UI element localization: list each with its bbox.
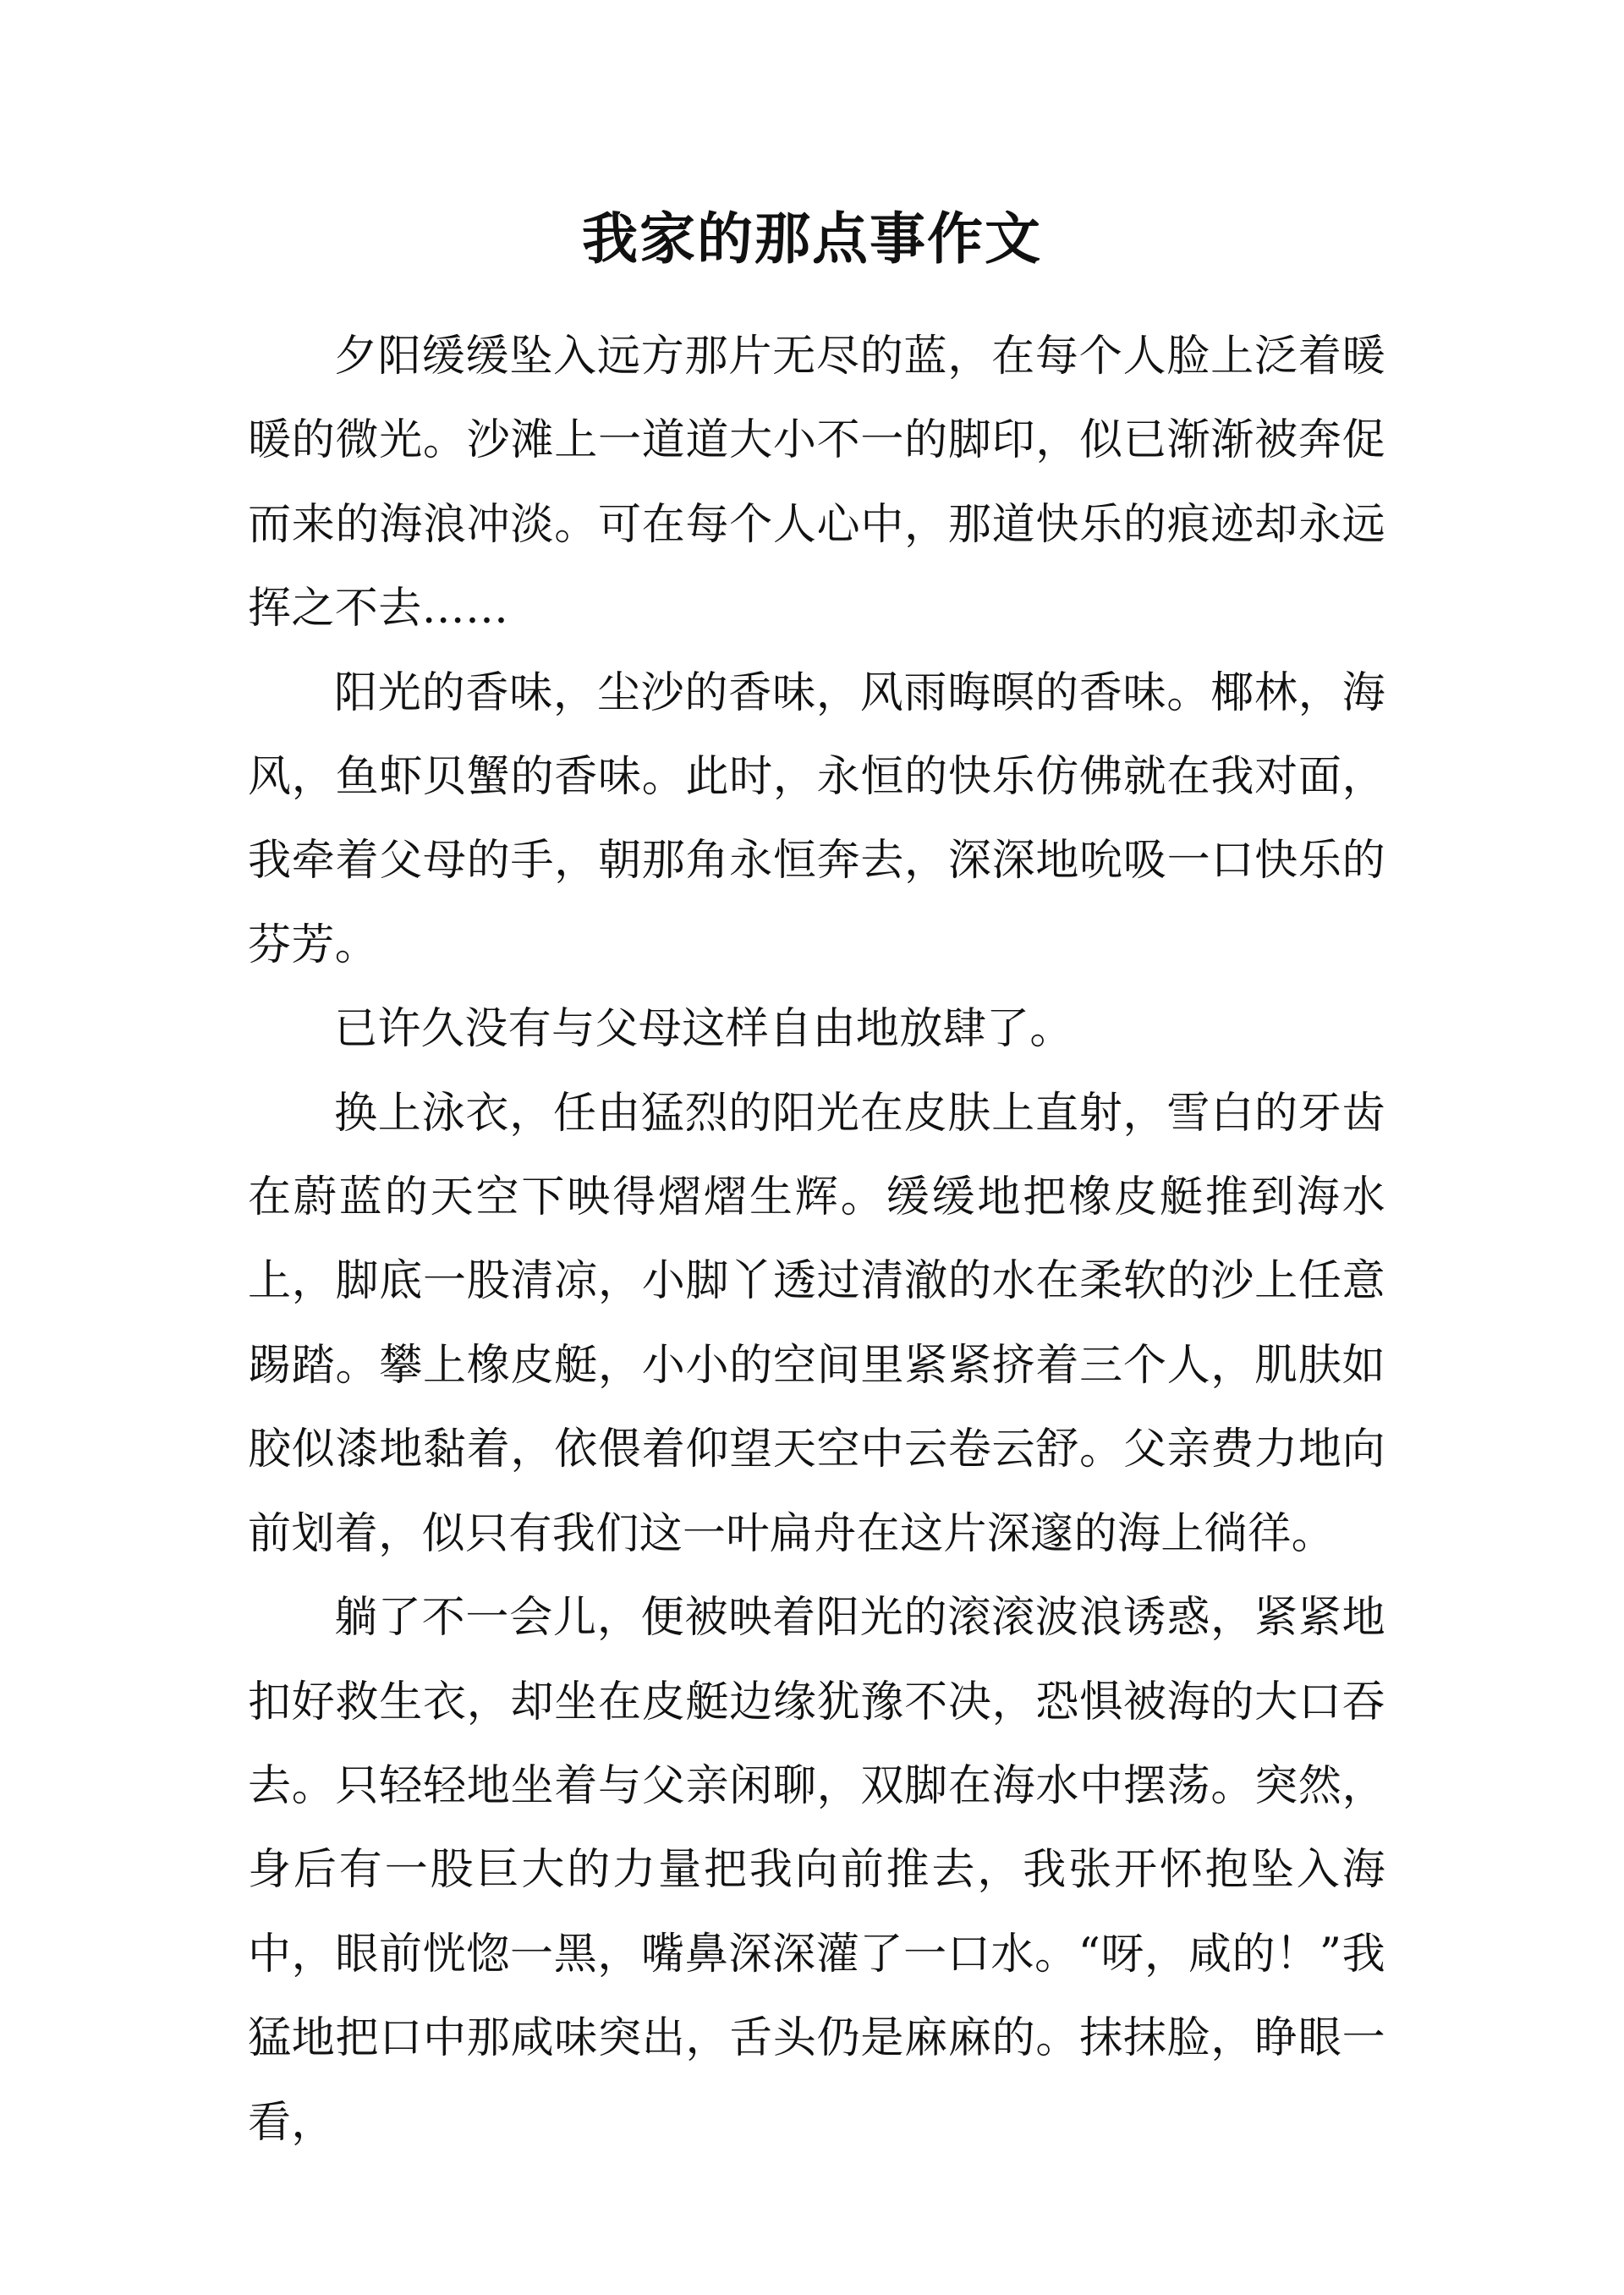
document-title: 我家的那点事作文: [582, 206, 1042, 272]
paragraph-4: 换上泳衣，任由猛烈的阳光在皮肤上直射，雪白的牙齿在蔚蓝的天空下映得熠熠生辉。缓缓地把橡皮艇推到海水上，脚底一股清凉，小脚丫透过清澈的水在柔软的沙上任意踢踏。攀上橡皮艇，小小的空间里紧紧挤着三个人，肌肤如胶似漆地黏着，依偎着仰望天空中云卷云舒。父亲费力地向前划着，似只有我们这一叶扁舟在这片深邃的海上徜徉。: [248, 1088, 1385, 1559]
paragraph-5: 躺了不一会儿，便被映着阳光的滚滚波浪诱惑，紧紧地扣好救生衣，却坐在皮艇边缘犹豫不决，恐惧被海的大口吞去。只轻轻地坐着与父亲闲聊，双脚在海水中摆荡。突然，身后有一股巨大的力量把我向前推去，我张开怀抱坠入海中，眼前恍惚一黑，嘴鼻深深灌了一口水。“呀，咸的！”我猛地把口中那咸味突出，舌头仍是麻麻的。抹抹脸，睁眼一看，: [248, 1593, 1385, 2148]
paragraph-1: 夕阳缓缓坠入远方那片无尽的蓝，在每个人脸上泛着暖暖的微光。沙滩上一道道大小不一的脚印，似已渐渐被奔促而来的海浪冲淡。可在每个人心中，那道快乐的痕迹却永远挥之不去……: [248, 332, 1385, 634]
paragraph-2: 阳光的香味，尘沙的香味，风雨晦暝的香味。椰林，海风，鱼虾贝蟹的香味。此时，永恒的快乐仿佛就在我对面，我牵着父母的手，朝那角永恒奔去，深深地吮吸一口快乐的芬芳。: [248, 667, 1385, 970]
document-body: [248, 315, 1385, 2165]
paragraph-3: 已许久没有与父母这样自由地放肆了。: [334, 1004, 1073, 1055]
